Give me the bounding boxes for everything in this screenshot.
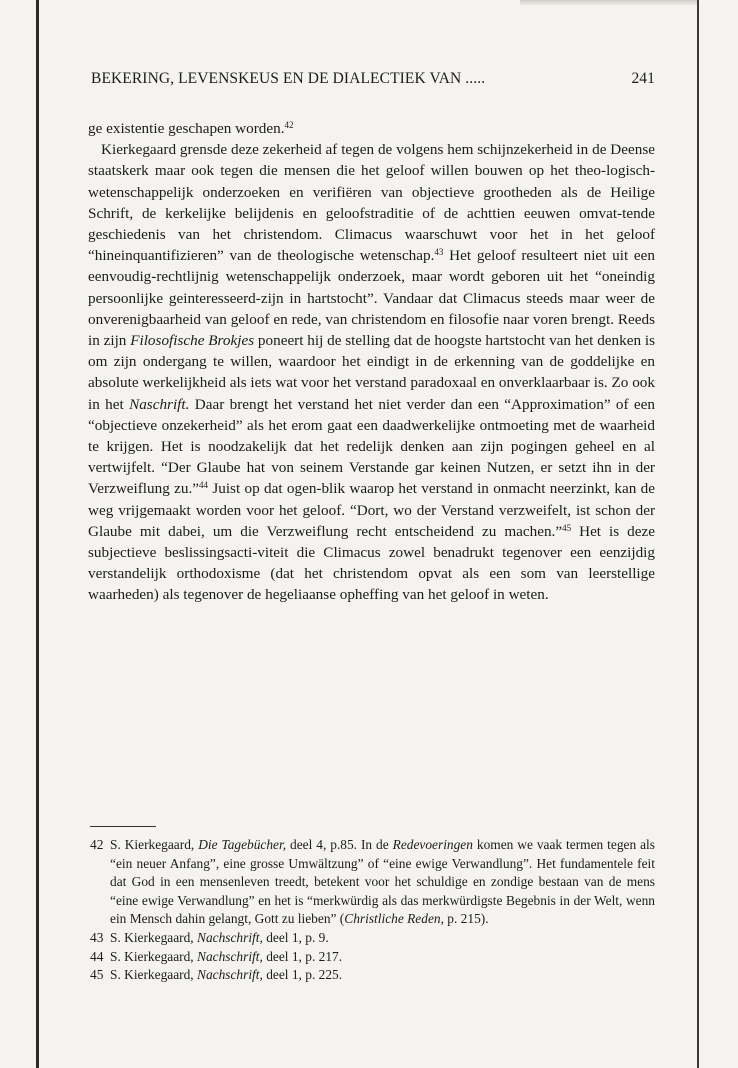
- footnote-ref-44: 44: [199, 480, 209, 491]
- footnote-43: [90, 929, 655, 948]
- footnote-title: Christliche Reden,: [344, 911, 444, 927]
- footnote-title: Die Tagebücher,: [198, 837, 287, 852]
- paragraph-1-text: ge existentie geschapen worden.: [88, 120, 285, 137]
- page-content: [88, 60, 655, 606]
- footnote-text: komen we vaak termen tegen als “ein neuer Anfang”, eine grosse Umwältzung” of “eine ewige Verwandlung”. Het fundamentele feit dat God in een mensenleven treedt, betekent voor het schuldige en zondige bestaan van de mens “eine ewige Verwandlung” en het is “merkwürdig als das merkwürdigste Begebnis in der Welt, wenn ein Mensch dahin gelangt, Gott zu lieben” (: [110, 837, 655, 927]
- scan-shadow-top: [520, 0, 698, 6]
- footnote-ref-43: 43: [434, 247, 444, 258]
- footnote-text: S. Kierkegaard,: [110, 837, 199, 852]
- footnote-title: Nachschrift,: [197, 948, 263, 964]
- footnote-text: deel 1, p. 225.: [262, 967, 343, 983]
- book-spine-edge: [36, 0, 39, 1068]
- footnote-number: 42: [90, 837, 104, 852]
- paragraph-2-text-3: poneert hij de stelling dat de hoogste hartstocht van het denken is om zijn ondergang te willen, waardoor het eindigt in de erkenning van de goddelijke en absolute werkelijkheid als iets wat voor het verstand paradoxaal en onverklaarbaar is. Zo ook in het: [88, 332, 655, 413]
- footnote-ref-42: 42: [284, 120, 294, 130]
- footnote-number: 45: [90, 967, 104, 983]
- page-number: 241: [631, 70, 655, 87]
- body-text: [88, 118, 655, 606]
- paragraph-2-text-4: Daar brengt het verstand het niet verder dan een “Approximation” of een “objectieve onzekerheid” als het erom gaat een daadwerkelijke ontmoeting met de waarheid te krijgen. Het is noodzakelijk dat het redelijk denken aan zijn pogingen geheel en al vertwijfelt. “Der Glaube hat von seinem Verstande gar keinen Nutzen, er setzt ihn in der Verzweiflung zu.”: [88, 395, 655, 498]
- footnote-title: Nachschrift,: [197, 967, 263, 983]
- footnote-title: Nachschrift,: [197, 929, 263, 945]
- paragraph-2-text-5: Juist op dat ogen-blik waarop het verstand in onmacht neerzinkt, kan de weg vrijgemaakt worden voor het geloof. “Dort, wo der Verstand verzweifelt, ist schon der Glaube mit dabei, um die Verzweiflung recht entscheidend zu machen.”: [88, 480, 656, 540]
- footnote-separator: [90, 826, 156, 827]
- footnote-number: 43: [90, 929, 104, 945]
- footnote-text: S. Kierkegaard,: [110, 967, 198, 983]
- footnote-text: deel 4, p.85. In de: [286, 837, 393, 852]
- footnotes: [90, 836, 655, 985]
- paragraph-2: [88, 139, 655, 605]
- title-filosofische-brokjes: Filosofische Brokjes: [130, 332, 255, 350]
- footnote-text: S. Kierkegaard,: [110, 948, 198, 964]
- footnote-45: [90, 966, 655, 985]
- footnote-42: [90, 836, 655, 929]
- paragraph-2-text-2: Het geloof resulteert niet uit een eenvoudig-rechtlijnig wetenschappelijk onderzoek, maar wordt geboren uit het “oneindig persoonlijke geinteresseerd-zijn in hartstocht”. Vandaar dat Climacus steeds maar weer de onverenigbaarheid van geloof en rede, van christendom en filosofie naar voren brengt. Reeds in zijn: [88, 247, 655, 350]
- footnote-text: deel 1, p. 217.: [262, 948, 343, 964]
- footnote-number: 44: [90, 948, 104, 964]
- footnote-ref-45: 45: [562, 522, 572, 533]
- footnote-text: p. 215).: [443, 911, 489, 927]
- paragraph-2-text-6: Het is deze subjectieve beslissingsacti-viteit die Climacus zowel benadrukt tegenover een eenzijdig verstandelijk orthodoxisme (dat het christendom opvat als een som van leerstellige waarheden) als tegenover de hegeliaanse opheffing van het geloof in weten.: [88, 522, 655, 604]
- title-naschrift: Naschrift.: [129, 395, 190, 413]
- running-head-title: BEKERING, LEVENSKEUS EN DE DIALECTIEK VAN .....: [91, 70, 486, 87]
- footnote-text: deel 1, p. 9.: [262, 929, 329, 945]
- footnote-44: [90, 948, 655, 967]
- running-head: [88, 60, 655, 94]
- page-edge-right: [697, 0, 699, 1068]
- footnote-text: S. Kierkegaard,: [110, 929, 198, 945]
- paragraph-1: [88, 118, 655, 139]
- paragraph-2-text-1: Kierkegaard grensde deze zekerheid af tegen de volgens hem schijnzekerheid in de Deense staatskerk maar ook tegen die mensen die het geloof willen bouwen op het theo-logisch-wetenschappelijk onderzoeken en verifiëren van objectieve grootheden als de Heilige Schrift, de kerkelijke belijdenis en geloofstraditie of de achttien eeuwen omvat-tende geschiedenis van het christendom. Climacus waarschuwt voor het in het geloof “hineinquantifizieren” van de theologische wetenschap.: [88, 141, 655, 265]
- footnote-title: Redevoeringen: [392, 837, 473, 852]
